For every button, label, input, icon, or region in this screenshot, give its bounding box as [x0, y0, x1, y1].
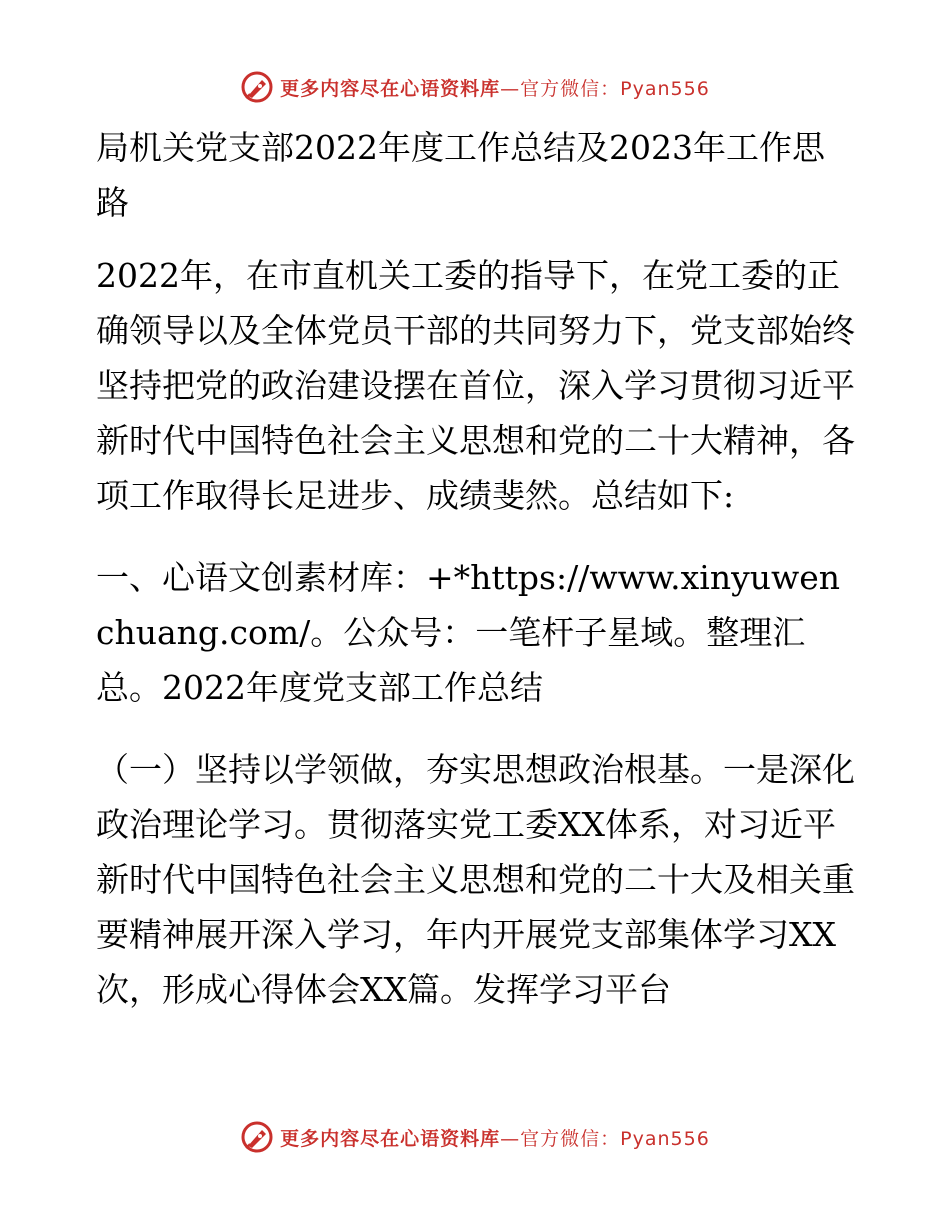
footer-banner-main: 更多内容尽在心语资料库 — [280, 1127, 501, 1150]
footer-banner-separator: — — [500, 1127, 521, 1150]
header-banner-separator: — — [500, 77, 521, 100]
page-footer-banner — [0, 1120, 950, 1154]
pen-nib-logo-icon — [240, 1120, 274, 1154]
page-header-banner — [0, 70, 950, 104]
footer-banner-text — [280, 1124, 710, 1151]
document-title: 局机关党支部2022年度工作总结及2023年工作思路 — [96, 128, 825, 222]
header-banner-main: 更多内容尽在心语资料库 — [280, 77, 501, 100]
paragraph-section-one: 一、心语文创素材库：+*https://www.xinyuwenchuang.com/。公众号：一笔杆子星域。整理汇总。2022年度党支部工作总结 — [96, 558, 840, 707]
header-banner-text — [280, 74, 710, 101]
paragraph-subsection-one: （一）坚持以学领做，夯实思想政治根基。一是深化政治理论学习。贯彻落实党工委XX体系，对习近平新时代中国特色社会主义思想和党的二十大及相关重要精神展开深入学习，年内开展党支部集体学习XX次，形成心得体会XX篇。发挥学习平台 — [96, 750, 855, 1009]
paragraph-intro: 2022年，在市直机关工委的指导下，在党工委的正确领导以及全体党员干部的共同努力下，党支部始终坚持把党的政治建设摆在首位，深入学习贯彻习近平新时代中国特色社会主义思想和党的二十大精神，各项工作取得长足进步、成绩斐然。总结如下: — [96, 256, 855, 515]
header-banner-wechat: 官方微信：Pyan556 — [520, 77, 710, 100]
footer-banner-wechat: 官方微信：Pyan556 — [520, 1127, 710, 1150]
document-body — [96, 120, 856, 1044]
pen-nib-logo-icon — [240, 70, 274, 104]
